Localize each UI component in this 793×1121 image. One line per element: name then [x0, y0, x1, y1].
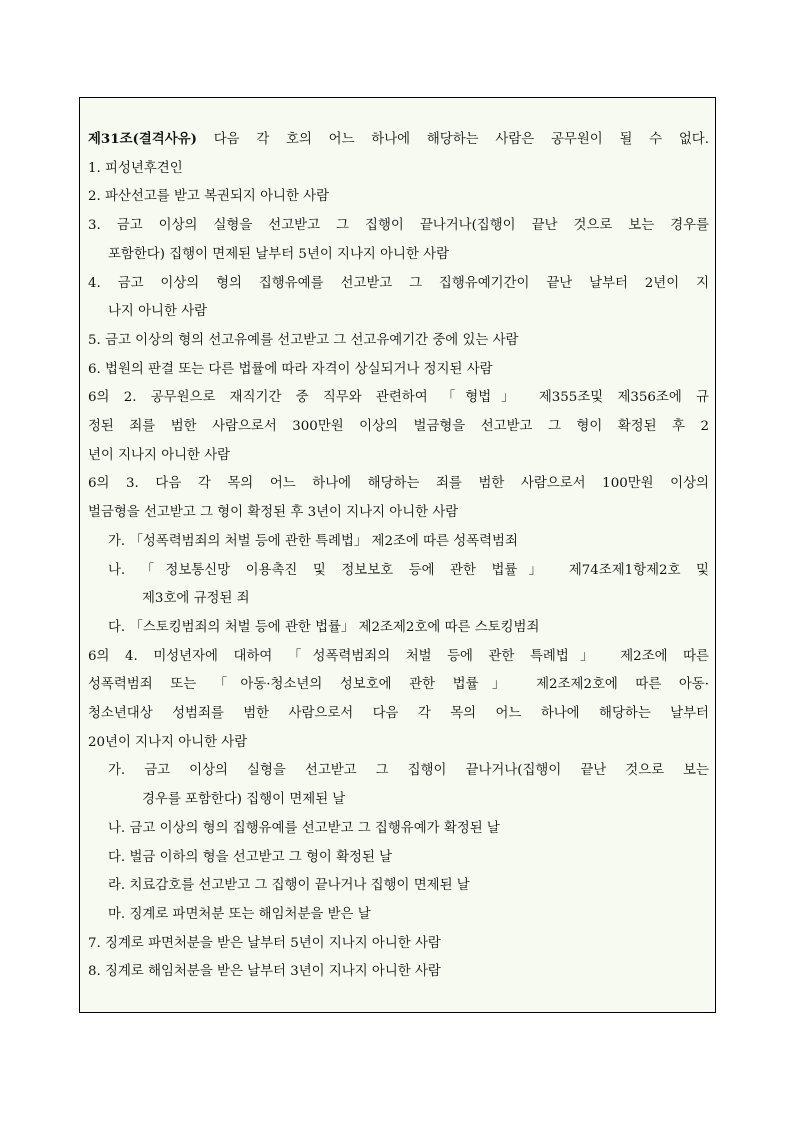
article-intro: 다음 각 호의 어느 하나에 해당하는 사람은 공무원이 될 수 없다.	[196, 132, 709, 147]
item-2: 2. 파산선고를 받고 복권되지 아니한 사람	[88, 189, 330, 205]
item-3-cont: 포함한다) 집행이 면제된 날부터 5년이 지나지 아니한 사람	[108, 246, 450, 262]
item-1: 1. 피성년후견인	[88, 160, 183, 176]
item-6-3-cont: 벌금형을 선고받고 그 형이 확정된 후 3년이 지나지 아니한 사람	[88, 505, 459, 521]
item-6-4-ra: 라. 치료감호를 선고받고 그 집행이 끝나거나 집행이 면제된 날	[108, 878, 470, 894]
item-3: 3. 금고 이상의 실형을 선고받고 그 집행이 끝나거나(집행이 끝난 것으로 보는 경우를	[88, 218, 709, 234]
item-4-cont: 나지 아니한 사람	[108, 304, 208, 320]
item-6-2: 6의 2. 공무원으로 재직기간 중 직무와 관련하여 「형법」 제355조및 제356조에 규	[88, 390, 709, 406]
item-6-2-cont2: 년이 지나지 아니한 사람	[88, 447, 231, 463]
item-6-4-ma: 마. 징계로 파면처분 또는 해임처분을 받은 날	[108, 906, 371, 922]
article-content	[88, 125, 709, 987]
item-6-2-cont1: 정된 죄를 범한 사람으로서 300만원 이상의 벌금형을 선고받고 그 형이 확정된 후 2	[88, 419, 709, 435]
item-6-4-cont1: 성폭력범죄 또는 「아동·청소년의 성보호에 관한 법률」 제2조제2호에 따른 아동·	[88, 677, 709, 693]
item-6-4-ga-cont: 경우를 포함한다) 집행이 면제된 날	[142, 792, 346, 808]
item-6-4-na: 나. 금고 이상의 형의 집행유예를 선고받고 그 집행유예가 확정된 날	[108, 820, 500, 836]
item-4: 4. 금고 이상의 형의 집행유예를 선고받고 그 집행유예기간이 끝난 날부터 2년이 지	[88, 275, 709, 291]
item-7: 7. 징계로 파면처분을 받은 날부터 5년이 지나지 아니한 사람	[88, 935, 441, 951]
item-8: 8. 징계로 해임처분을 받은 날부터 3년이 지나지 아니한 사람	[88, 964, 441, 980]
item-6-4: 6의 4. 미성년자에 대하여 「성폭력범죄의 처벌 등에 관한 특례법」 제2조에 따른	[88, 648, 709, 664]
item-6-3-na: 나. 「정보통신망 이용촉진 및 정보보호 등에 관한 법률」 제74조제1항제2호 및	[108, 562, 709, 578]
article-title: 제31조(결격사유)	[88, 131, 197, 147]
item-6: 6. 법원의 판결 또는 다른 법률에 따라 자격이 상실되거나 정지된 사람	[88, 361, 493, 377]
item-6-3-na-cont: 제3호에 규정된 죄	[142, 591, 250, 607]
item-6-4-cont3: 20년이 지나지 아니한 사람	[88, 734, 248, 750]
item-6-4-cont2: 청소년대상 성범죄를 범한 사람으로서 다음 각 목의 어느 하나에 해당하는 날부터	[88, 706, 709, 722]
article-heading	[88, 125, 709, 155]
item-6-4-da: 다. 벌금 이하의 형을 선고받고 그 형이 확정된 날	[108, 849, 393, 865]
item-6-3-ga: 가. 「성폭력범죄의 처벌 등에 관한 특례법」 제2조에 따른 성폭력범죄	[108, 533, 518, 549]
item-6-3: 6의 3. 다음 각 목의 어느 하나에 해당하는 죄를 범한 사람으로서 100만원 이상의	[88, 476, 709, 492]
item-5: 5. 금고 이상의 형의 선고유예를 선고받고 그 선고유예기간 중에 있는 사람	[88, 332, 519, 348]
item-6-3-da: 다. 「스토킹범죄의 처벌 등에 관한 법률」 제2조제2호에 따른 스토킹범죄	[108, 619, 540, 635]
item-6-4-ga: 가. 금고 이상의 실형을 선고받고 그 집행이 끝나거나(집행이 끝난 것으로 보는	[108, 763, 709, 779]
article-box	[79, 97, 716, 1013]
